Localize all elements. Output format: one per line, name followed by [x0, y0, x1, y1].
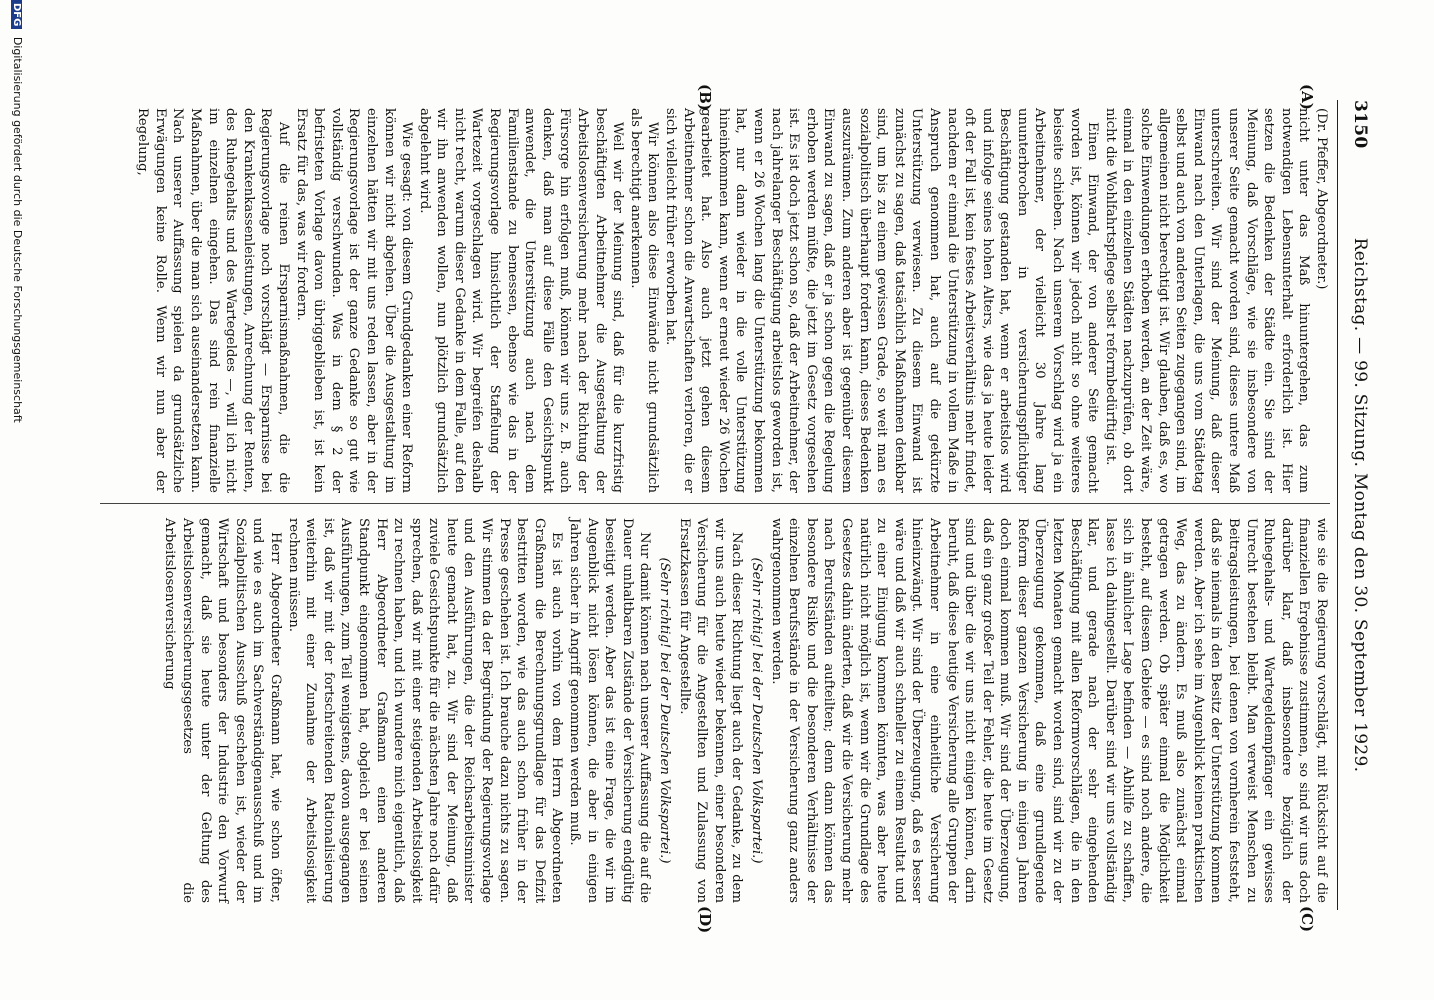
interjection: (Sehr richtig! bei der Deutschen Volkspartei.) — [749, 557, 764, 864]
funding-note: Digitalisierung gefördert durch die Deutsche Forschungsgemeinschaft — [11, 36, 24, 423]
running-title: Reichstag. — 99. Sitzung. Montag den 30. September 1929. — [1350, 237, 1370, 773]
speaker-line: (Dr. Pfeffer, Abgeordneter.) — [1314, 108, 1329, 290]
page-header — [1342, 100, 1372, 910]
left-text-column — [134, 108, 1330, 493]
right-text-column — [161, 518, 1330, 903]
interjection: (Sehr richtig! bei der Deutschen Volkspartei.) — [657, 557, 673, 864]
paragraph: Wie gesagt: von diesem Grundgedanken einer Reform können wir nicht abgehen. Über die Ausgestaltung im einzelnen hätten wir mit uns reden lassen, aber in der Regierungsvorlage ist der ganze Gedanke so gut wie vollständig verschwunden. Was in dem § 2 der befristeten Vorlage davon übriggeblieben ist, ist kein Ersatz für das, was wir fordern. — [293, 108, 415, 493]
margin-marker-b: (B) — [696, 84, 714, 111]
paragraph: Wir können also diese Einwände nicht grundsätzlich als berechtigt anerkennen. — [627, 108, 661, 493]
digitization-footer — [11, 0, 24, 1000]
paragraph: Herr Abgeordneter Graßmann hat, wie schon öfter, und wie es auch im Sachverständigenausschuß und im Sozialpolitischen Ausschuß geschehen ist, wieder der Wirtschaft und besonders der Industrie den Vorwurf gemacht, daß sie heute unter der Geltung des Arbeitslosenversicherungsgesetzes die Arbeitslosenversicherung — [162, 518, 283, 903]
paragraph: Einen Einwand, der von anderer Seite gemacht worden ist, können wir jedoch nicht so ohne weiteres beiseite schieben. Nach unserem Vorschlag wird ja ein Arbeitnehmer, der vielleicht 30 Jahre lang ununterbrochen in versicherungspflichtiger Beschäftigung gestanden hat, wenn er arbeitslos wird und infolge seines hohen Alters, wie das ja heute leider oft der Fall ist, kein festes Arbeitsverhältnis mehr findet, nachdem er einmal die Unterstützung in vollem Maße in Anspruch genommen hat, auch auf die gekürzte Unterstützung verwiesen. Zu diesem Einwand ist zunächst zu sagen, daß tatsächlich Maßnahmen denkbar sind, um bis zu einem gewissen Grade, so weit man es sozialpolitisch überhaupt fordern kann, dieses Bedenken auszuräumen. Zum anderen aber ist gegenüber diesem Einwand zu sagen, daß er ja schon gegen die Regelung erhoben werden müßte, die jetzt im Gesetz vorgesehen ist. Es ist doch jetzt schon so, daß der Arbeitnehmer, der nach jahrelanger Beschäftigung arbeitslos geworden ist, wenn er 26 Wochen lang die Unterstützung bekommen hat, nur dann wieder in die volle Unterstützung hineinkommen kann, wenn er erneut wieder 26 Wochen gearbeitet hat. Also auch jetzt gehen diesem Arbeitnehmer schon die Anwartschaften verloren, die er sich vielleicht früher erworben hat. — [663, 108, 1101, 493]
paragraph: Nach dieser Richtung liegt auch der Gedanke, zu dem wir uns auch heute wieder bekennen, einer besonderen Versicherung für die Angestellten und Zulassung von Ersatzkassen für Angestellte. — [676, 518, 745, 903]
paragraph: Nur damit können nach unserer Auffassung die auf die Dauer unhaltbaren Zustände der Versicherung endgültig beseitigt werden. Aber das ist eine Frage, die wir im Augenblick nicht lösen können, die aber in einigen Jahren sicher in Angriff genommen werden muß. — [567, 518, 653, 903]
page-number: 3150 — [1350, 100, 1370, 149]
column-divider — [100, 503, 1330, 504]
paragraph: Auf die reinen Ersparnismaßnahmen, die die Regierungsvorlage noch vorschlägt — Ersparnisse bei den Krankenkassenleistungen, Anrechnung der Renten, des Ruhegehalts und des Wartegeldes —, will ich nicht im einzelnen eingehen. Das sind rein finanzielle Maßnahmen, über die man sich auseinandersetzen kann. Nach unserer Auffassung spielen da grundsätzliche Erwägungen keine Rolle. Wenn wir nun aber der Regelung, — [135, 108, 291, 493]
margin-marker-a: (A) — [1298, 84, 1316, 110]
paragraph: wie sie die Regierung vorschlägt, mit Rücksicht auf die finanziellen Ergebnisse zustimmen, so sind wir uns doch darüber klar, daß insbesondere bezüglich der Ruhegehalts- und Wartegeldempfänger ein gewisses Unrecht bestehen bleibt. Man verweist Menschen zu Beitragsleistungen, bei denen von vornherein feststeht, daß sie niemals in den Besitz der Unterstützung kommen werden. Aber ich sehe im Augenblick keinen praktischen Weg, das zu ändern. Es muß also zunächst einmal getragen werden. Ob später einmal die Möglichkeit besteht, auf diesem Gebiete — es sind noch andere, die sich in ähnlicher Lage befinden — Abhilfe zu schaffen, lasse ich dahingestellt. Darüber sind wir uns vollständig klar, und gerade nach der sehr eingehenden Beschäftigung mit allen Reformvorschlägen, die in den letzten Monaten gemacht worden sind, sind wir zu der Überzeugung gekommen, daß eine grundlegende Reform dieser ganzen Versicherung in einigen Jahren doch einmal kommen muß. Wir sind der Überzeugung, daß ein ganz großer Teil der Fehler, die heute im Gesetz sind und über die wir uns nicht einigen können, darin beruht, daß diese heutige Versicherung alle Gruppen der Arbeitnehmer in eine einheitliche Versicherung hineinzwängt. Wir sind der Überzeugung, daß es besser wäre und daß wir auch schneller zu einem Resultat und zu einer Einigung kommen könnten, was aber heute natürlich nicht möglich ist, wenn wir die Grundlage des Gesetzes dahin änderten, daß wir die Versicherung mehr nach Berufsständen aufteilten; denn dann können das besondere Risiko und die besonderen Verhältnisse der einzelnen Berufsstände in der Versicherung ganz anders wahrgenommen werden. — [768, 518, 1329, 903]
margin-marker-c: (C) — [1298, 906, 1316, 933]
margin-marker-d: (D) — [696, 906, 714, 934]
paragraph: nicht unter das Maß hinuntergehen, das zum notwendigen Lebensunterhalt erforderlich ist. Hier setzen die Bedenken der Städte ein. Sie sind der Meinung, daß Vorschläge, wie sie insbesondere von unserer Seite gemacht worden sind, dieses untere Maß unterschreiten. Wir sind der Meinung, daß dieser Einwand nach den Unterlagen, die uns vom Städtetag selbst und auch von anderen Seiten zugegangen sind, im allgemeinen nicht berechtigt ist. Wir glauben, daß es, wo solche Einwendungen erhoben werden, an der Zeit wäre, einmal in den einzelnen Städten nachzuprüfen, ob dort nicht die Wohlfahrtspflege selbst reformbedürftig ist. — [1102, 108, 1312, 493]
paragraph: Weil wir der Meinung sind, daß für die kurzfristig beschäftigten Arbeitnehmer die Ausgestaltung der Arbeitslosenversicherung mehr nach der Richtung der Fürsorge hin erfolgen muß, können wir uns z. B. auch denken, daß man auf diese Fälle den Gesichtspunkt anwendet, die Unterstützung auch nach dem Familienstande zu bemessen, ebenso wie das in der Regierungsvorlage hinsichtlich der Staffelung der Wartezeit vorgeschlagen wird. Wir begreifen deshalb nicht recht, warum dieser Gedanke in dem Falle, auf den wir ihn anwenden wollen, nun plötzlich grundsätzlich abgelehnt wird. — [416, 108, 626, 493]
header-rule — [1337, 100, 1338, 910]
paragraph: Es ist auch vorhin von dem Herrn Abgeordneten Graßmann die Berechnungsgrundlage für das Defizit bestritten worden, wie das auch schon früher in der Presse geschehen ist. Ich brauche dazu nichts zu sagen. Wir stimmen da der Begründung der Regierungsvorlage und den Ausführungen, die der Reichsarbeitsminister heute gemacht hat, zu. Wir sind der Meinung, daß zuviele Gesichtspunkte für die nächsten Jahre noch dafür sprechen, daß wir mit einer steigenden Arbeitslosigkeit zu rechnen haben, und ich wundere mich eigentlich, daß Herr Abgeordneter Graßmann einen anderen Standpunkt eingenommen hat, obgleich er bei seinen Ausführungen, zum Teil wenigstens, davon ausgegangen ist, daß wir mit der fortschreitenden Rationalisierung weiterhin mit einer Zunahme der Arbeitslosigkeit rechnen müssen. — [285, 518, 565, 903]
dfg-logo: DFG — [11, 0, 22, 29]
